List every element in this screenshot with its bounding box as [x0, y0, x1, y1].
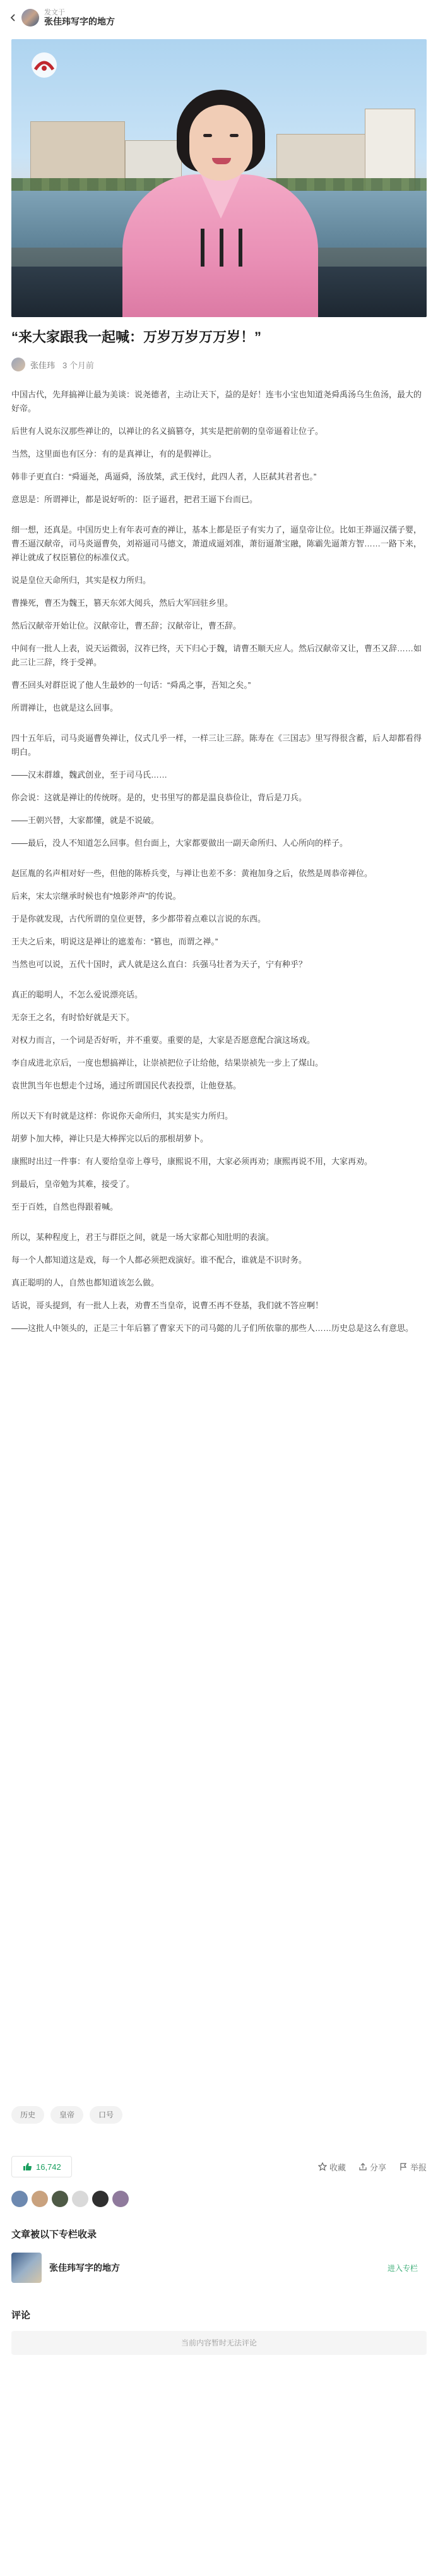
favorite-label: 收藏: [329, 2162, 346, 2172]
article-paragraph: 你会说：这就是禅让的传统呀。是的，史书里写的都是温良恭俭让，背后是刀兵。: [11, 793, 307, 802]
author-avatar[interactable]: [11, 358, 25, 371]
header-avatar[interactable]: [21, 9, 39, 27]
article-paragraph: 王夫之后来，明说这是禅让的遮羞布：“篡也，而谓之禅。”: [11, 937, 218, 946]
article-paragraph: 真正的聪明人，不怎么爱说漂亮话。: [11, 990, 143, 999]
article-paragraph: 袁世凯当年也想走个过场，通过所谓国民代表投票，让他登基。: [11, 1081, 242, 1090]
publish-time: 3 个月前: [62, 360, 94, 370]
article-paragraph: 对权力而言，一个词是否好听，并不重要。重要的是，大家是否愿意配合演这场戏。: [11, 1035, 316, 1045]
article-paragraph: 说是皇位天命所归，其实是权力所归。: [11, 575, 151, 585]
article-title: “来大家跟我一起喊：万岁万岁万万岁！”: [11, 329, 262, 345]
cover-image: [11, 39, 427, 317]
article-paragraph: 细一想，还真是。中国历史上有年表可查的禅让，基本上都是臣子有实力了，逼皇帝让位。比如王莽逼汉孺子婴，曹丕逼汉献帝，司马炎逼曹奂，刘裕逼司马德文，萧道成逼刘准，萧衍逼萧宝融，陈霸先逼萧方智……一路下来，禅让就成了权臣篡位的标准仪式。: [11, 525, 422, 562]
article-paragraph: 话说，哥头提到，有一批人上表，劝曹丕当皇帝，说曹丕再不登基，我们就不答应啊！: [11, 1301, 324, 1310]
article-body: [11, 388, 427, 1344]
article-paragraph: 后来，宋太宗继承时候也有“烛影斧声”的传说。: [11, 891, 181, 901]
liker-avatar[interactable]: [32, 2191, 48, 2207]
article-paragraph: 当然，这里面也有区分：有的是真禅让，有的是假禅让。: [11, 449, 217, 459]
article-paragraph: 韩非子更直白：“舜逼尧，禹逼舜，汤放桀，武王伐纣，此四人者，人臣弑其君者也。”: [11, 472, 317, 481]
tag-slogan[interactable]: 口号: [90, 2106, 122, 2124]
liker-avatar[interactable]: [112, 2191, 129, 2207]
cover-anchor-eye: [203, 134, 212, 137]
article-paragraph: 所以，某种程度上，君王与群臣之间，就是一场大家都心知肚明的表演。: [11, 1232, 275, 1242]
like-count: 16,742: [36, 2162, 61, 2172]
flag-icon: [399, 2162, 408, 2171]
article-paragraph: 中国古代，先拜搞禅让最为美谈：说尧德者，主动让天下，益的是好！连韦小宝也知道尧舜禹汤乌生鱼汤，最大的好帝。: [11, 390, 422, 413]
tag-emperor[interactable]: 皇帝: [50, 2106, 83, 2124]
article-paragraph: 胡萝卜加大棒，禅让只是大棒挥完以后的那根胡萝卜。: [11, 1134, 209, 1143]
article-paragraph: 康熙时出过一件事：有人要给皇帝上尊号，康熙说不用，大家必须再劝；康熙再说不用，大家再劝。: [11, 1157, 373, 1166]
article-paragraph: 曹操死，曹丕为魏王，篡天东郊大阅兵，然后大军回驻乡里。: [11, 598, 234, 608]
article-paragraph: 赵匡胤的名声相对好一些，但他的陈桥兵变，与禅让也差不多：黄袍加身之后，依然是周恭帝禅位。: [11, 869, 373, 878]
tag-list: [11, 2106, 122, 2124]
article-paragraph: 后世有人说东汉那些禅让的，以禅让的名义搞篡夺，其实是把前朝的皇帝逼着让位子。: [11, 426, 324, 436]
action-row: [11, 2155, 427, 2178]
share-label: 分享: [369, 2162, 386, 2172]
star-icon: [318, 2162, 327, 2171]
liker-avatar[interactable]: [11, 2191, 28, 2207]
microphone: [201, 229, 204, 267]
article-paragraph: 曹丕回头对群臣说了他人生最妙的一句话：“舜禹之事，吾知之矣。”: [11, 680, 251, 690]
liker-avatar[interactable]: [72, 2191, 88, 2207]
cover-anchor-eye: [230, 134, 239, 137]
report-label: 举报: [410, 2162, 427, 2172]
favorite-button[interactable]: [318, 2161, 346, 2173]
header-small-label: 发文于: [44, 8, 65, 16]
collection-name: 张佳玮写字的地方: [49, 2263, 120, 2273]
share-icon: [358, 2162, 367, 2171]
author-name[interactable]: 张佳玮: [30, 360, 56, 370]
article-paragraph: 然后汉献帝开始让位。汉献帝让，曹丕辞；汉献帝让，曹丕辞。: [11, 621, 242, 630]
article-paragraph: ——最后，没人不知道怎么回事。但台面上，大家都要做出一副天命所归、人心所向的样子。: [11, 838, 348, 848]
article-paragraph: 李自成进北京后，一度也想搞禅让，让崇祯把位子让给他，结果崇祯先一步上了煤山。: [11, 1058, 324, 1068]
like-button[interactable]: [11, 2156, 72, 2177]
collection-section-title: 文章被以下专栏收录: [11, 2229, 97, 2240]
article-paragraph: 于是你就发现，古代所谓的皇位更替，多少都带着点难以言说的东西。: [11, 914, 266, 924]
article-paragraph: 当然也可以说，五代十国时，武人就是这么直白：兵强马壮者为天子，宁有种乎？: [11, 960, 307, 969]
article-paragraph: 所以天下有时就是这样：你说你天命所归，其实是实力所归。: [11, 1111, 234, 1121]
article-paragraph: 无奈王之名，有时恰好就是天下。: [11, 1013, 135, 1022]
share-button[interactable]: [358, 2161, 386, 2173]
article-paragraph: 中间有一批人上表，说天运微弱，汉祚已终，天下归心于魏，请曹丕顺天应人。然后汉献帝又让，曹丕又辞……如此三让三辞，终于受禅。: [11, 644, 422, 667]
article-paragraph: 四十五年后，司马炎逼曹奂禅让，仪式几乎一样，一样三让三辞。陈寿在《三国志》里写得很含蓄，后人却都看得明白。: [11, 733, 422, 757]
collection-card[interactable]: [11, 2249, 427, 2287]
action-links: [318, 2161, 427, 2173]
liker-avatars: [11, 2191, 129, 2207]
article-paragraph: 真正聪明的人，自然也都知道该怎么做。: [11, 1278, 160, 1287]
tag-history[interactable]: 历史: [11, 2106, 44, 2124]
cover-anchor-face: [189, 105, 252, 181]
liker-avatar[interactable]: [92, 2191, 109, 2207]
comments-closed-notice: 当前内容暂时无法评论: [11, 2331, 427, 2355]
tv-station-logo-icon: [27, 51, 62, 80]
collection-thumbnail: [11, 2253, 42, 2283]
comments-section-title: 评论: [11, 2310, 31, 2321]
microphone: [239, 229, 242, 267]
top-header: [0, 0, 438, 35]
article-paragraph: 到最后，皇帝勉为其难，接受了。: [11, 1179, 135, 1189]
header-text: [44, 9, 115, 27]
back-icon[interactable]: [9, 13, 18, 22]
article-paragraph: ——王朝兴替，大家都懂，就是不说破。: [11, 816, 160, 825]
header-author-name[interactable]: 张佳玮写字的地方: [44, 16, 115, 27]
liker-avatar[interactable]: [52, 2191, 68, 2207]
article-paragraph: ——这批人中领头的，正是三十年后篡了曹家天下的司马懿的儿子们所依靠的那些人……历史总是这么有意思。: [11, 1323, 414, 1333]
article-paragraph: 意思是：所谓禅让，都是说好听的：臣子逼君，把君王逼下台而已。: [11, 495, 258, 504]
article-paragraph: 所谓禅让，也就是这么回事。: [11, 703, 119, 713]
report-button[interactable]: [399, 2161, 427, 2173]
article-paragraph: ——汉末群雄，魏武创业，至于司马氏……: [11, 770, 168, 779]
thumbs-up-icon: [22, 2162, 32, 2172]
microphone: [220, 229, 223, 267]
article-paragraph: 每一个人都知道这是戏，每一个人都必须把戏演好。谁不配合，谁就是不识时务。: [11, 1255, 307, 1265]
author-row: [11, 356, 94, 373]
article-paragraph: 至于百姓，自然也得跟着喊。: [11, 1202, 119, 1212]
enter-column-link[interactable]: 进入专栏: [387, 2263, 418, 2273]
